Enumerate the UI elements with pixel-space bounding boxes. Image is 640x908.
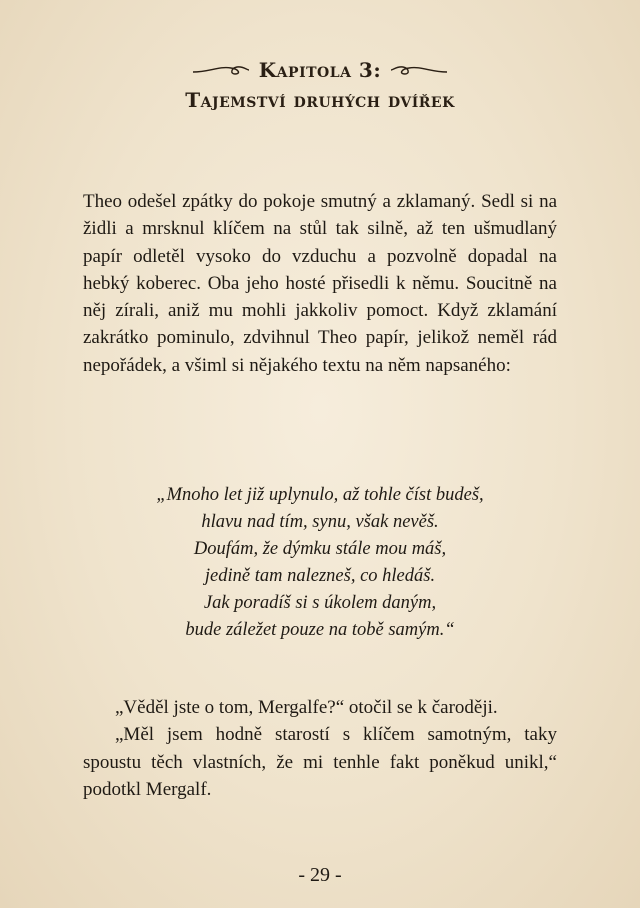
- chapter-label: Kapitola 3:: [258, 58, 382, 82]
- dialog-paragraph: „Věděl jste o tom, Mergalfe?“ otočil se k čaroději.: [115, 697, 498, 718]
- poem: [0, 482, 640, 644]
- chapter-label-line: [0, 58, 640, 82]
- body-paragraph: Theo odešel zpátky do pokoje smutný a zklamaný. Sedl si na židli a mrsknul klíčem na stůl tak silně, až ten ušmudlaný papír odletěl vysoko do vzduchu a pozvolně dopadal na hebký koberec. Oba jeho hosté přisedli k němu. Soucitně na něj zírali, aniž mu mohli jakkoliv pomoct. Když zklamání zakrátko pominulo, zdvihnul Theo papír, jelikož neměl rád nepořádek, a všiml si nějakého textu na něm napsaného:: [83, 191, 557, 376]
- right-flourish-icon: [389, 62, 449, 78]
- poem-line: jedině tam nalezneš, co hledáš.: [204, 566, 436, 586]
- chapter-title: Tajemství druhých dvířek: [185, 88, 455, 112]
- page-number: - 29 -: [298, 864, 342, 886]
- poem-line: Jak poradíš si s úkolem daným,: [203, 593, 437, 613]
- poem-line: „Mnoho let již uplynulo, až tohle číst budeš,: [156, 485, 484, 505]
- dialog-paragraph: „Měl jsem hodně starostí s klíčem samotným, taky spoustu těch vlastních, že mi tenhle fakt poněkud unikl,“ podotkl Mergalf.: [83, 724, 557, 800]
- poem-line: hlavu nad tím, synu, však nevěš.: [201, 512, 439, 532]
- chapter-heading: [0, 58, 640, 112]
- left-flourish-icon: [191, 62, 251, 78]
- poem-line: Doufám, že dýmku stále mou máš,: [193, 539, 447, 559]
- poem-line: bude záležet pouze na tobě samým.“: [185, 620, 455, 640]
- dialog-section: [83, 694, 557, 803]
